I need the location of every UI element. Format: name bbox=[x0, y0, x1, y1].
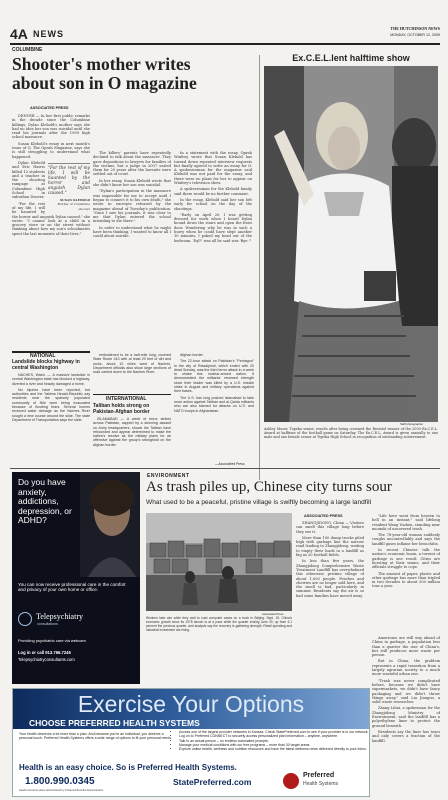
intl-para: The 22-hour attack on Pakistan's "Pentagon" in the city of Rawalpindi, which ended with 20 dead Sunday, was the third terror attack in a week to shake this nuclear-armed nation. It demonstrated the militants' renewed strength since their leader was killed by a U.S. missile strike in August and military operations against their bases. bbox=[174, 359, 254, 394]
national-label: NATIONAL bbox=[30, 353, 56, 359]
columbine-col2 bbox=[93, 151, 171, 350]
ad-bullet: • Access one of the largest provider networks in Kansas. Check StatePreferred.com to see if your provider is in our network. bbox=[179, 730, 369, 734]
ad-bullet: • Log on to Preferred CONNECT to securely access personalized plan information – anytime, anywhere. bbox=[179, 734, 369, 738]
columbine-para: Susan Klebold's essay in next month's issue of O, The Oprah Magazine, says she is still struggling to understand what happened. bbox=[12, 141, 90, 159]
ad-url[interactable]: Telepsychiatryconsultants.com bbox=[18, 657, 75, 662]
briefs-col2 bbox=[93, 353, 171, 393]
ad-phone[interactable]: Log in or call 913.766.7246 bbox=[18, 650, 71, 655]
trash-para: "Life here went from heaven to hell in an instant," said lifelong resident Wang Yuzhen, standing near mounds of uncovered trash. bbox=[372, 514, 440, 531]
trash-para: Zhang Lihai, a spokesman for the Zhangjidong Ministry of Environment, said the landfill has a polyethylene liner to protect the ground beneath. bbox=[372, 706, 440, 728]
columbine-col1 bbox=[12, 114, 90, 350]
ad-intro: Your health deserves a lot more than a plan. And because you're an individual, you deserve a personal touch. Preferred Health Systems offers a wide range of options to fit your personal needs. bbox=[19, 732, 173, 741]
ad-url[interactable]: StatePreferred.com bbox=[173, 777, 252, 787]
trash-col2 bbox=[372, 514, 440, 634]
columbine-col3 bbox=[174, 151, 252, 350]
trash-subhead: What used to be a peaceful, pristine village is swiftly becoming a large landfill bbox=[146, 499, 372, 506]
telepsychiatry-logo-icon bbox=[18, 612, 32, 626]
columbine-para: In her essay, Susan Klebold wrote that she didn't know her son was suicidal. bbox=[93, 178, 171, 188]
halftime-kicker: Ex.C.E.L.lent halftime show bbox=[292, 53, 410, 63]
intl-rule bbox=[93, 394, 171, 395]
trash-photo-credit: Associated Press bbox=[262, 612, 284, 616]
national-body bbox=[12, 373, 90, 465]
pullquote-text: "For the rest of my life, I will be haunted by the horror and anguish Dylan caused." bbox=[48, 165, 90, 196]
trash-para: But in China, the problem represents a rapid transition from a largely agrarian society to a much more wasteful urban one. bbox=[372, 659, 440, 677]
columbine-para: The killers' parents have repeatedly declined to talk about the massacre. They gave depositions to lawyers for families of the victims, but a judge in 2007 sealed them for 20 years after the lawsuits were settled out of court. bbox=[93, 151, 171, 177]
columbine-para: In order to understand what he might have been thinking, I wanted to know all I could about suicide. bbox=[93, 225, 171, 239]
trash-para: "Trash was never complicated before, because we didn't have supermarkets, we didn't have fancy packaging and we didn't throw things away," said Liu Jianguo, a solid waste researcher. bbox=[372, 678, 440, 705]
trash-photo-art bbox=[146, 513, 292, 611]
pullquote-attrib: SUSAN KLEBOLD bbox=[60, 197, 90, 202]
ad-question-line1: Do you have bbox=[18, 477, 66, 487]
trash-para: More than 100 dump trucks piled high with garbage line the narrow road leading to Zhangjidong, waiting to empty their loads in a landfill as big as 20 football fields. bbox=[296, 535, 364, 558]
trash-photo-caption: Workers take aim while they wait to load computer cases on a truck in Beijing. Sept. 15. China's economic growth since its 1978 launch is at a pace while the quarter ending June 30, up from 6.1 percent the previous quarter, and analysts say the recovery is gathering strength. Retail spending and industrial investment are rising. bbox=[146, 616, 292, 632]
pullquote bbox=[48, 163, 90, 211]
columbine-para: A spokeswoman for the Klebold family said there would be no further comment. bbox=[174, 187, 252, 196]
trash-para: The 78-year-old woman suddenly coughs uncontrollably and says the landfill gases inflame her bronchitis. bbox=[372, 533, 440, 546]
halftime-credit: Staff photographer bbox=[400, 422, 424, 426]
telepsychiatry-ad[interactable] bbox=[12, 472, 140, 684]
logo-line1: Preferred bbox=[303, 772, 335, 779]
ad-bullet: • Manage your medical conditions with our free programs – more than 30 target areas. bbox=[179, 743, 369, 747]
column-divider bbox=[259, 55, 260, 480]
trash-para: In recent Chinese talk the nation's economic boom, a torrent of garbage is one result. Cities are bursting at their seams, and their officials struggle to cope. bbox=[372, 548, 440, 570]
preferred-logo bbox=[283, 772, 363, 792]
environment-label: ENVIRONMENT bbox=[147, 473, 190, 479]
subsection-label: COLUMBINE bbox=[12, 47, 43, 53]
trash-photo bbox=[146, 513, 292, 611]
international-body: ISLAMABAD — A week of terror strikes across Pakistan, capped by a stunning assault on Army headquarters, shows the Taliban have rebounded and appear determined to make the nation's resolve as the military plans for an offensive against the group's stronghold on the Afghan border. bbox=[93, 417, 171, 447]
ad-body: You can now receive professional care in the comfort and privacy of your own home or office. bbox=[18, 582, 126, 593]
ad-question-line2: anxiety, bbox=[18, 486, 47, 497]
trash-col1 bbox=[296, 521, 364, 631]
header-rule bbox=[10, 43, 440, 45]
trash-para: In less than five years, the Zhangjidong Comprehensive Waste Treatment Landfill has overwhelmed this otherwise pristine village of about 1,000 people. Peaches and cherries are no longer sold here, and the smell is bad, particularly in summer. Residents say the air is so bad some families have moved away. bbox=[296, 559, 364, 598]
halftime-photo-art bbox=[264, 66, 438, 422]
ad-brand-sub: consultations bbox=[37, 622, 58, 626]
intl-para: The U.S. has long pushed Islamabad to take more action against Taliban and al-Qaida militants who are also blamed for attacks on U.S. and NATO troops in Afghanistan. bbox=[174, 395, 254, 413]
international-headline: Taliban holds strong on Pakistan-Afghan border bbox=[93, 403, 150, 415]
ad-question bbox=[18, 478, 72, 526]
page-header bbox=[10, 26, 440, 42]
ad-note: Providing psychiatric care via webcam bbox=[18, 638, 86, 643]
preferred-logo-icon bbox=[283, 773, 299, 789]
halftime-photo bbox=[264, 66, 438, 422]
columbine-para: Dylan Klebold and Eric Harris killed 12 students and a teacher in the shooting rampage at Columbine High School in suburban Denver. bbox=[12, 160, 45, 200]
ad-bottom-line: Health is an easy choice. So is Preferred Health Systems. bbox=[19, 763, 237, 772]
ad-bullet: • Talk to an actual person – no endless automated prompts. bbox=[179, 739, 369, 743]
columbine-para: "Dylan's participation in the massacre was impossible for me to accept until I began to connect it to his own death," she wrote in excerpts released by the magazine ahead of Tuesday's publication. "Once I saw his journals, it was clear to me that Dylan entered the school intending to die there." bbox=[93, 189, 171, 224]
ad-portrait-image bbox=[80, 472, 140, 577]
columbine-headline bbox=[12, 55, 257, 93]
trash-headline: As trash piles up, Chinese city turns sour bbox=[146, 479, 392, 495]
ad-phone-note: Health insurance plans administered by Preferred Benefits Administrators bbox=[19, 789, 104, 792]
masthead: THE HUTCHINSON NEWS bbox=[390, 26, 440, 31]
section-label: NEWS bbox=[33, 29, 64, 39]
trash-para: The amount of paper, plastic and other garbage has more than tripled in two decades to about 300 million tons a year. bbox=[372, 571, 440, 589]
ad-bullet: • Explore online health, wellness and nutrition resources and have the latest wellness news delivered directly to your inbox. bbox=[179, 747, 369, 751]
international-label: INTERNATIONAL bbox=[106, 396, 147, 402]
pullquote-attrib-title: Mother of Columbine shooter bbox=[57, 202, 90, 211]
national-continued: emboldened to be a half-mile long, covered State Route 410 with at least 20 feet of dirt and rocks, about 10 miles west of Naches. Department officials also show large sections of road carried down to the Naches River. bbox=[93, 353, 171, 375]
columbine-para: "For the rest of my life, I will be haunted by the horror and anguish Dylan caused," she wrote. "I cannot look at a child in a grocery store or on the street without thinking about how my son's schoolmates spent the last moments of their lives." bbox=[12, 201, 90, 236]
ad-question-line4: depression, or bbox=[18, 505, 72, 516]
columbine-para: In the essay, Klebold said her son left early for school on the day of the shootings. bbox=[174, 197, 252, 211]
ad-phone-number[interactable]: 1.800.990.0345 bbox=[25, 776, 95, 787]
section-rule bbox=[10, 468, 440, 469]
columbine-para: "Early on April 20, I was getting dressed for work when I heard Dylan bound down the stairs and open the front door. Wondering why he was in such a hurry when he could have slept another 10 minutes, I poked my head out of the bedroom. 'Dyl?' was all he said was 'Bye.'" bbox=[174, 212, 252, 243]
columbine-para: DENVER — In her first public remarks in the decade since the Columbine killings, Dylan Klebold's mother says she had no idea her son was suicidal until she read his journals after the 1999 high school massacre. bbox=[12, 114, 90, 140]
page-date: MONDAY, OCTOBER 12, 2009 bbox=[390, 33, 440, 37]
national-text: No injuries have been reported, but authorities and the Yakima Herald-Republic say residents near the sparsely populated community of Nile were being evacuated because of flooding fears. Several homes received water damage as the Naches River sought a new course around the slide. The state Department of Transportation says the slide. bbox=[12, 387, 90, 422]
halftime-caption: Ashley Moser, Topeka senior, results after being crowned the Resistol winner of the 2009 Ex.C.E.L. Award at halftime of the football game on Saturday. The Ex.C.E.L. Award is given annually to one male and one female senior at Topeka High School in recognition of outstanding achievement. bbox=[264, 427, 438, 440]
ad-question-line3: addictions, bbox=[18, 496, 59, 507]
national-headline: Landslide blocks highway in central Washington bbox=[12, 359, 80, 371]
ad-tagline: Exercise Your Options bbox=[77, 691, 305, 717]
columbine-para: In a statement with the essay, Oprah Winfrey wrote that Susan Klebold has turned down repeated interview requests but finally agreed to write an essay for O. A spokeswoman for the magazine said Klebold was not paid for the essay, and there were no plans for her to appear on Winfrey's television show. bbox=[174, 151, 252, 186]
ad-brand: Telepsychiatry bbox=[36, 612, 83, 621]
preferred-health-ad[interactable] bbox=[12, 688, 370, 797]
columbine-byline: ASSOCIATED PRESS bbox=[30, 106, 69, 110]
page-label: 4A bbox=[10, 26, 28, 42]
columbine-headline-line2: about son in O magazine bbox=[12, 73, 197, 93]
trash-para: Residents say the liner has tears and only covers a fraction of the landfill. bbox=[372, 729, 440, 743]
ad-banner: CHOOSE PREFERRED HEALTH SYSTEMS bbox=[29, 718, 200, 728]
trash-col3 bbox=[372, 636, 440, 796]
national-dateline: NACHES, Wash. — A massive landslide in central Washington state has blocked a highway, diverted a river and heavily damaged a home. bbox=[12, 373, 90, 386]
briefs-credit: —Associated Press bbox=[215, 462, 245, 466]
trash-para: ZHANGJIDONG, China — Visitors can smell this village long before they see it. bbox=[296, 521, 364, 534]
logo-line2: Health Systems bbox=[303, 781, 339, 787]
briefs-col3 bbox=[174, 353, 254, 461]
columbine-headline-line1: Shooter's mother writes bbox=[12, 54, 191, 74]
trash-para: Americans are still way ahead of China in garbage, a population less than a quarter the size of China's, but still produces more waste per person. bbox=[372, 636, 440, 658]
ad-bullet-list bbox=[173, 730, 369, 751]
intl-para: Afghan border. bbox=[180, 353, 204, 357]
ad-question-line5: ADHD? bbox=[18, 515, 47, 526]
trash-byline: ASSOCIATED PRESS bbox=[304, 514, 343, 518]
ad-logo bbox=[18, 610, 134, 630]
